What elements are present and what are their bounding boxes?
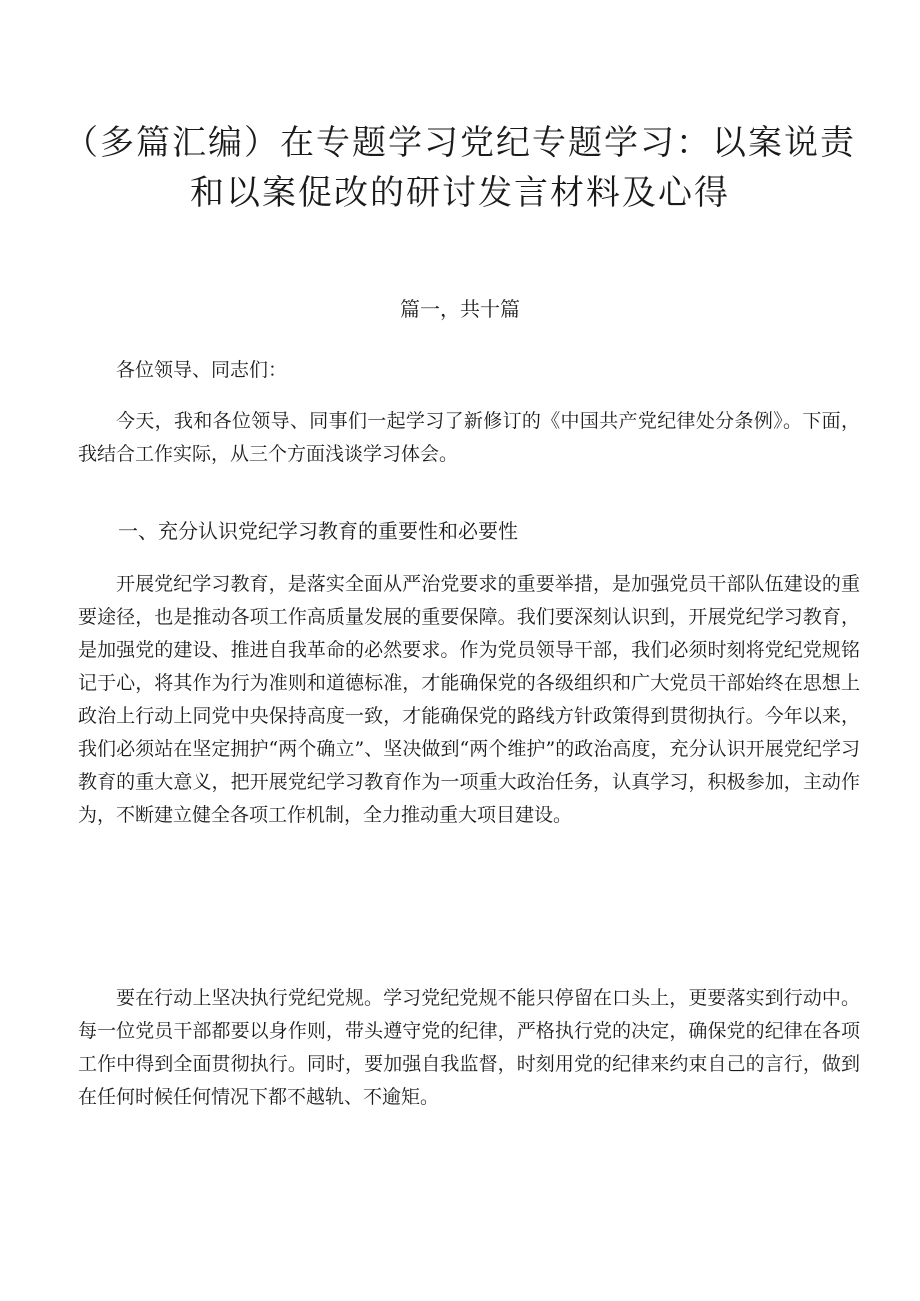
section-label: 篇一，共十篇 [400, 297, 520, 321]
body-paragraph-1: 开展党纪学习教育，是落实全面从严治党要求的重要举措，是加强党员干部队伍建设的重要途径，也是推动各项工作高质量发展的重要保障。我们要深刻认识到，开展党纪学习教育，是加强党的建设、推进自我革命的必然要求。作为党员领导干部，我们必须时刻将党纪党规铭记于心，将其作为行为准则和道德标准，才能确保党的各级组织和广大党员干部始终在思想上政治上行动上同党中央保持高度一致，才能确保党的路线方针政策得到贯彻执行。今年以来，我们必须站在坚定拥护“两个确立”、坚决做到“两个维护”的政治高度，充分认识开展党纪学习教育的重大意义，把开展党纪学习教育作为一项重大政治任务，认真学习，积极参加，主动作为，不断建立健全各项工作机制，全力推动重大项目建设。 [78, 573, 860, 826]
intro-paragraph: 今天，我和各位领导、同事们一起学习了新修订的《中国共产党纪律处分条例》。下面，我结合工作实际，从三个方面浅谈学习体会。 [78, 410, 860, 465]
body-paragraph-2: 要在行动上坚决执行党纪党规。学习党纪党规不能只停留在口头上，更要落实到行动中。每一位党员干部都要以身作则，带头遵守党的纪律，严格执行党的决定，确保党的纪律在各项工作中得到全面贯彻执行。同时，要加强自我监督，时刻用党的纪律来约束自己的言行，做到在任何时候任何情况下都不越轨、不逾矩。 [78, 987, 860, 1108]
title-line-2: 和以案促改的研讨发言材料及心得 [190, 173, 730, 213]
section-heading-1: 一、充分认识党纪学习教育的重要性和必要性 [118, 519, 518, 543]
title-line-1: （多篇汇编）在专题学习党纪专题学习：以案说责 [64, 123, 856, 163]
document-title [60, 118, 860, 218]
greeting: 各位领导、同志们： [116, 359, 288, 381]
